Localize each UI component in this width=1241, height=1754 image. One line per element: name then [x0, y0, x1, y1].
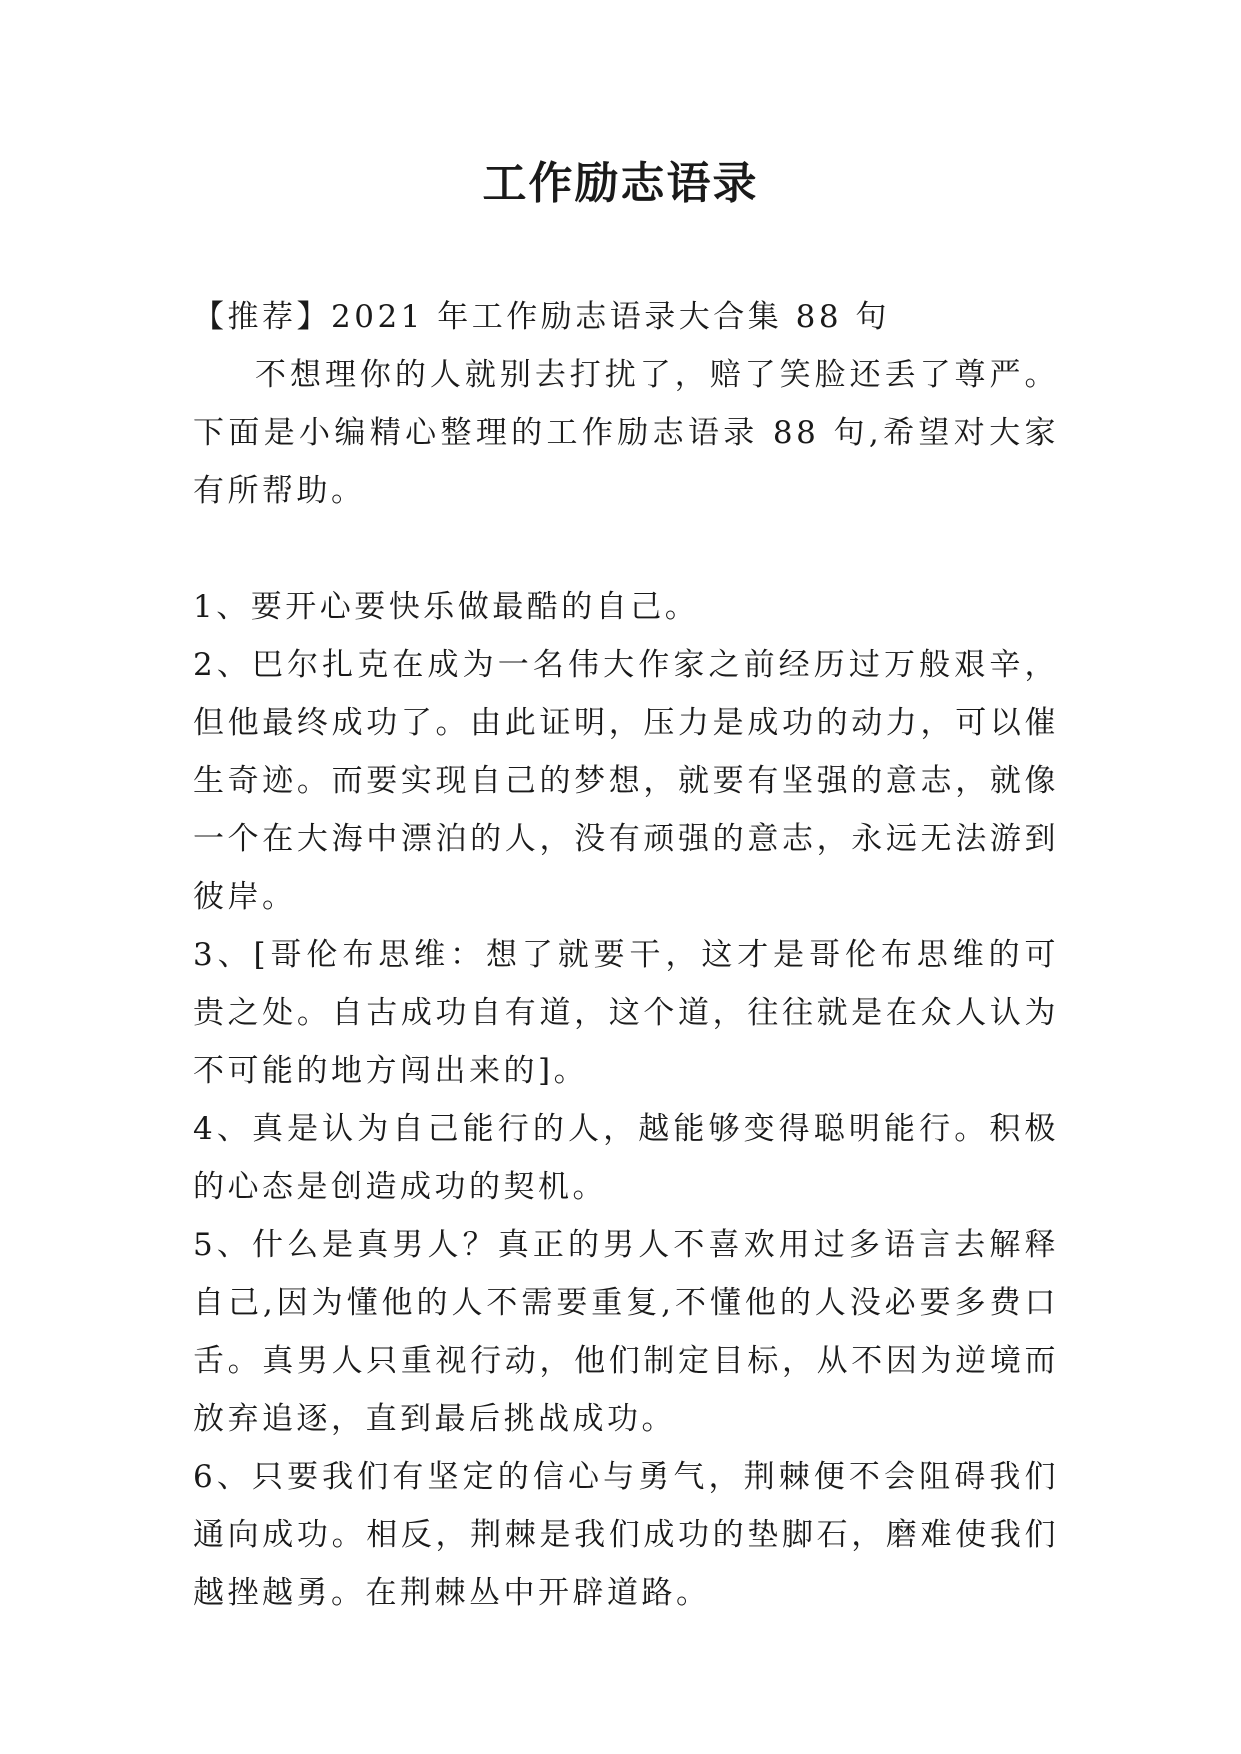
quote-item-5: 5、什么是真男人？真正的男人不喜欢用过多语言去解释自己,因为懂他的人不需要重复,不懂他的人没必要多费口舌。真男人只重视行动，他们制定目标，从不因为逆境而放弃追逐，直到最后挑战成功。: [193, 1227, 1059, 1437]
intro-paragraph: 不想理你的人就别去打扰了，赔了笑脸还丢了尊严。下面是小编精心整理的工作励志语录 88 句,希望对大家有所帮助。: [193, 357, 1059, 509]
quote-item-4: 4、真是认为自己能行的人，越能够变得聪明能行。积极的心态是创造成功的契机。: [193, 1111, 1059, 1205]
quote-item-3: 3、[哥伦布思维：想了就要干，这才是哥伦布思维的可贵之处。自古成功自有道，这个道，往往就是在众人认为不可能的地方闯出来的]。: [193, 937, 1059, 1089]
quote-item-1: 1、要开心要快乐做最酷的自己。: [193, 589, 700, 625]
quote-item-2: 2、巴尔扎克在成为一名伟大作家之前经历过万般艰辛，但他最终成功了。由此证明，压力是成功的动力，可以催生奇迹。而要实现自己的梦想，就要有坚强的意志，就像一个在大海中漂泊的人，没有顽强的意志，永远无法游到彼岸。: [193, 647, 1059, 915]
paragraph-spacer: [193, 520, 1059, 578]
document-title: 工作励志语录: [482, 158, 759, 209]
document-subtitle: 【推荐】2021 年工作励志语录大合集 88 句: [193, 299, 890, 335]
document-body: [193, 288, 1059, 1622]
quote-item-6: 6、只要我们有坚定的信心与勇气，荆棘便不会阻碍我们通向成功。相反，荆棘是我们成功的垫脚石，磨难使我们越挫越勇。在荆棘丛中开辟道路。: [193, 1459, 1059, 1611]
